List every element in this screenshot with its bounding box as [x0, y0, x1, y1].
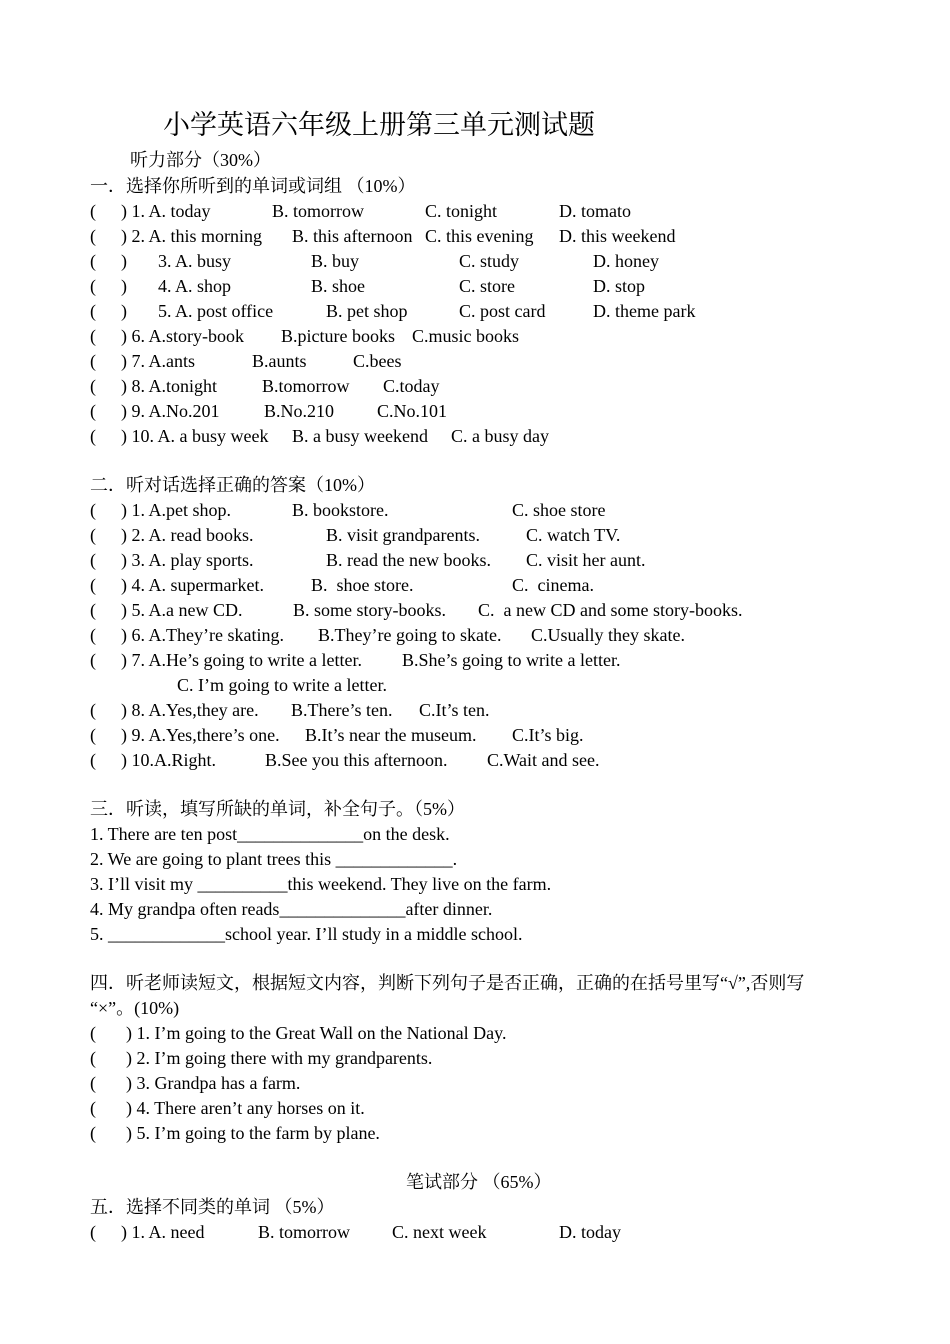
s1-q4-option-a: 4. A. shop: [158, 276, 232, 296]
s5-q1-option-b: B. tomorrow: [258, 1222, 350, 1242]
s4-q2-paren: (: [90, 1048, 96, 1068]
s2-q3-option-a: ) 3. A. play sports.: [121, 550, 254, 570]
s2-q7-paren: (: [90, 650, 96, 670]
s2-q5-option-c: C. a new CD and some story-books.: [478, 600, 743, 620]
s1-q7-option-c: C.bees: [353, 351, 402, 371]
s2-q9-option-b: B.It’s near the museum.: [305, 725, 477, 745]
s2-q8-option-c: C.It’s ten.: [419, 700, 490, 720]
s4-q4-paren: (: [90, 1098, 96, 1118]
s1-q9-option-b: B.No.210: [264, 401, 335, 421]
s2-q7-option-c: C. I’m going to write a letter.: [177, 675, 387, 695]
s1-q2-paren: (: [90, 226, 96, 246]
s2-q1-option-b: B. bookstore.: [292, 500, 389, 520]
s1-q10-option-c: C. a busy day: [451, 426, 549, 446]
page-title: 小学英语六年级上册第三单元测试题: [163, 110, 595, 140]
s2-q8-paren: (: [90, 700, 96, 720]
s1-q6-paren: (: [90, 326, 96, 346]
s1-q5-option-a: 5. A. post office: [158, 301, 274, 321]
s1-q7-paren: (: [90, 351, 96, 371]
s1-q8-option-a: ) 8. A.tonight: [121, 376, 218, 396]
s5-q1-option-a: ) 1. A. need: [121, 1222, 205, 1242]
s2-q2-option-c: C. watch TV.: [526, 525, 621, 545]
s1-q1-option-d: D. tomato: [559, 201, 631, 221]
s1-q3-option-b: B. buy: [311, 251, 360, 271]
s3-sentence-1: 1. There are ten post______________on the desk.: [90, 824, 450, 844]
s1-q8-paren: (: [90, 376, 96, 396]
s1-q2-option-c: C. this evening: [425, 226, 534, 246]
s1-q7-option-a: ) 7. A.ants: [121, 351, 195, 371]
s1-q9-option-c: C.No.101: [377, 401, 448, 421]
s2-q10-option-b: B.See you this afternoon.: [265, 750, 448, 770]
s2-q9-option-a: ) 9. A.Yes,there’s one.: [121, 725, 280, 745]
s1-q3-option-d: D. honey: [593, 251, 659, 271]
s1-q3-option-a: 3. A. busy: [158, 251, 232, 271]
s2-q4-paren: (: [90, 575, 96, 595]
s4-q5-paren: (: [90, 1123, 96, 1143]
section-4-heading-cont: “×”。(10%): [90, 998, 180, 1018]
s2-q8-option-a: ) 8. A.Yes,they are.: [121, 700, 259, 720]
section-3-heading: 三．听读，填写所缺的单词，补全句子。（5%）: [90, 799, 465, 819]
written-part-label: 笔试部分 （65%）: [406, 1172, 552, 1192]
s3-sentence-5: 5. _____________school year. I’ll study in a middle school.: [90, 924, 523, 944]
listening-part-label: 听力部分（30%）: [130, 150, 271, 170]
s4-q4-statement: ) 4. There aren’t any horses on it.: [126, 1098, 365, 1118]
s1-q1-paren: (: [90, 201, 96, 221]
s2-q6-option-a: ) 6. A.They’re skating.: [121, 625, 284, 645]
s2-q6-option-b: B.They’re going to skate.: [318, 625, 502, 645]
s1-q10-paren: (: [90, 426, 96, 446]
s5-q1-paren: (: [90, 1222, 96, 1242]
s4-q3-paren: (: [90, 1073, 96, 1093]
s1-q1-option-c: C. tonight: [425, 201, 498, 221]
s1-q9-paren: (: [90, 401, 96, 421]
s3-sentence-2: 2. We are going to plant trees this _____________.: [90, 849, 458, 869]
s1-q4-option-b: B. shoe: [311, 276, 365, 296]
s2-q5-option-a: ) 5. A.a new CD.: [121, 600, 243, 620]
s1-q6-option-a: ) 6. A.story-book: [121, 326, 244, 346]
section-4-heading: 四．听老师读短文，根据短文内容，判断下列句子是否正确，正确的在括号里写“√”,否则写: [90, 973, 805, 993]
s1-q3-paren-close: ): [121, 251, 127, 271]
s1-q5-option-b: B. pet shop: [326, 301, 408, 321]
s4-q5-statement: ) 5. I’m going to the farm by plane.: [126, 1123, 380, 1143]
s4-q1-statement: ) 1. I’m going to the Great Wall on the National Day.: [126, 1023, 507, 1043]
s2-q10-option-c: C.Wait and see.: [487, 750, 600, 770]
s2-q4-option-b: B. shoe store.: [311, 575, 414, 595]
s1-q2-option-a: ) 2. A. this morning: [121, 226, 263, 246]
s1-q1-option-b: B. tomorrow: [272, 201, 364, 221]
s4-q3-statement: ) 3. Grandpa has a farm.: [126, 1073, 301, 1093]
s1-q4-option-d: D. stop: [593, 276, 646, 296]
s3-sentence-4: 4. My grandpa often reads______________after dinner.: [90, 899, 493, 919]
s2-q5-option-b: B. some story-books.: [293, 600, 446, 620]
s2-q6-paren: (: [90, 625, 96, 645]
s3-sentence-3: 3. I’ll visit my __________this weekend. They live on the farm.: [90, 874, 552, 894]
s4-q1-paren: (: [90, 1023, 96, 1043]
s1-q4-paren-close: ): [121, 276, 127, 296]
s5-q1-option-d: D. today: [559, 1222, 621, 1242]
s1-q4-option-c: C. store: [459, 276, 515, 296]
s1-q1-option-a: ) 1. A. today: [121, 201, 211, 221]
section-1-heading: 一．选择你所听到的单词或词组 （10%）: [90, 176, 416, 196]
s1-q5-option-d: D. theme park: [593, 301, 696, 321]
section-5-heading: 五．选择不同类的单词 （5%）: [90, 1197, 335, 1217]
s1-q3-paren: (: [90, 251, 96, 271]
s1-q10-option-a: ) 10. A. a busy week: [121, 426, 269, 446]
s1-q5-option-c: C. post card: [459, 301, 546, 321]
s1-q4-paren: (: [90, 276, 96, 296]
s1-q8-option-c: C.today: [383, 376, 440, 396]
s2-q7-option-b: B.She’s going to write a letter.: [402, 650, 621, 670]
s2-q4-option-a: ) 4. A. supermarket.: [121, 575, 264, 595]
s2-q6-option-c: C.Usually they skate.: [531, 625, 685, 645]
s1-q10-option-b: B. a busy weekend: [292, 426, 428, 446]
s2-q1-option-c: C. shoe store: [512, 500, 606, 520]
section-2-heading: 二．听对话选择正确的答案（10%）: [90, 475, 375, 495]
s1-q3-option-c: C. study: [459, 251, 520, 271]
s2-q8-option-b: B.There’s ten.: [291, 700, 393, 720]
s1-q6-option-c: C.music books: [412, 326, 520, 346]
s2-q1-paren: (: [90, 500, 96, 520]
s2-q2-option-b: B. visit grandparents.: [326, 525, 480, 545]
s5-q1-option-c: C. next week: [392, 1222, 487, 1242]
s2-q3-option-c: C. visit her aunt.: [526, 550, 646, 570]
s2-q10-option-a: ) 10.A.Right.: [121, 750, 217, 770]
s1-q5-paren: (: [90, 301, 96, 321]
s1-q6-option-b: B.picture books: [281, 326, 395, 346]
s1-q2-option-d: D. this weekend: [559, 226, 676, 246]
s2-q4-option-c: C. cinema.: [512, 575, 594, 595]
s1-q2-option-b: B. this afternoon: [292, 226, 413, 246]
s2-q1-option-a: ) 1. A.pet shop.: [121, 500, 231, 520]
s2-q7-option-a: ) 7. A.He’s going to write a letter.: [121, 650, 362, 670]
s1-q9-option-a: ) 9. A.No.201: [121, 401, 220, 421]
s1-q7-option-b: B.aunts: [252, 351, 307, 371]
s2-q9-option-c: C.It’s big.: [512, 725, 584, 745]
s2-q2-paren: (: [90, 525, 96, 545]
s2-q3-paren: (: [90, 550, 96, 570]
s1-q8-option-b: B.tomorrow: [262, 376, 350, 396]
s2-q5-paren: (: [90, 600, 96, 620]
s2-q9-paren: (: [90, 725, 96, 745]
s2-q10-paren: (: [90, 750, 96, 770]
s2-q2-option-a: ) 2. A. read books.: [121, 525, 254, 545]
s2-q3-option-b: B. read the new books.: [326, 550, 491, 570]
s1-q5-paren-close: ): [121, 301, 127, 321]
s4-q2-statement: ) 2. I’m going there with my grandparents.: [126, 1048, 433, 1068]
